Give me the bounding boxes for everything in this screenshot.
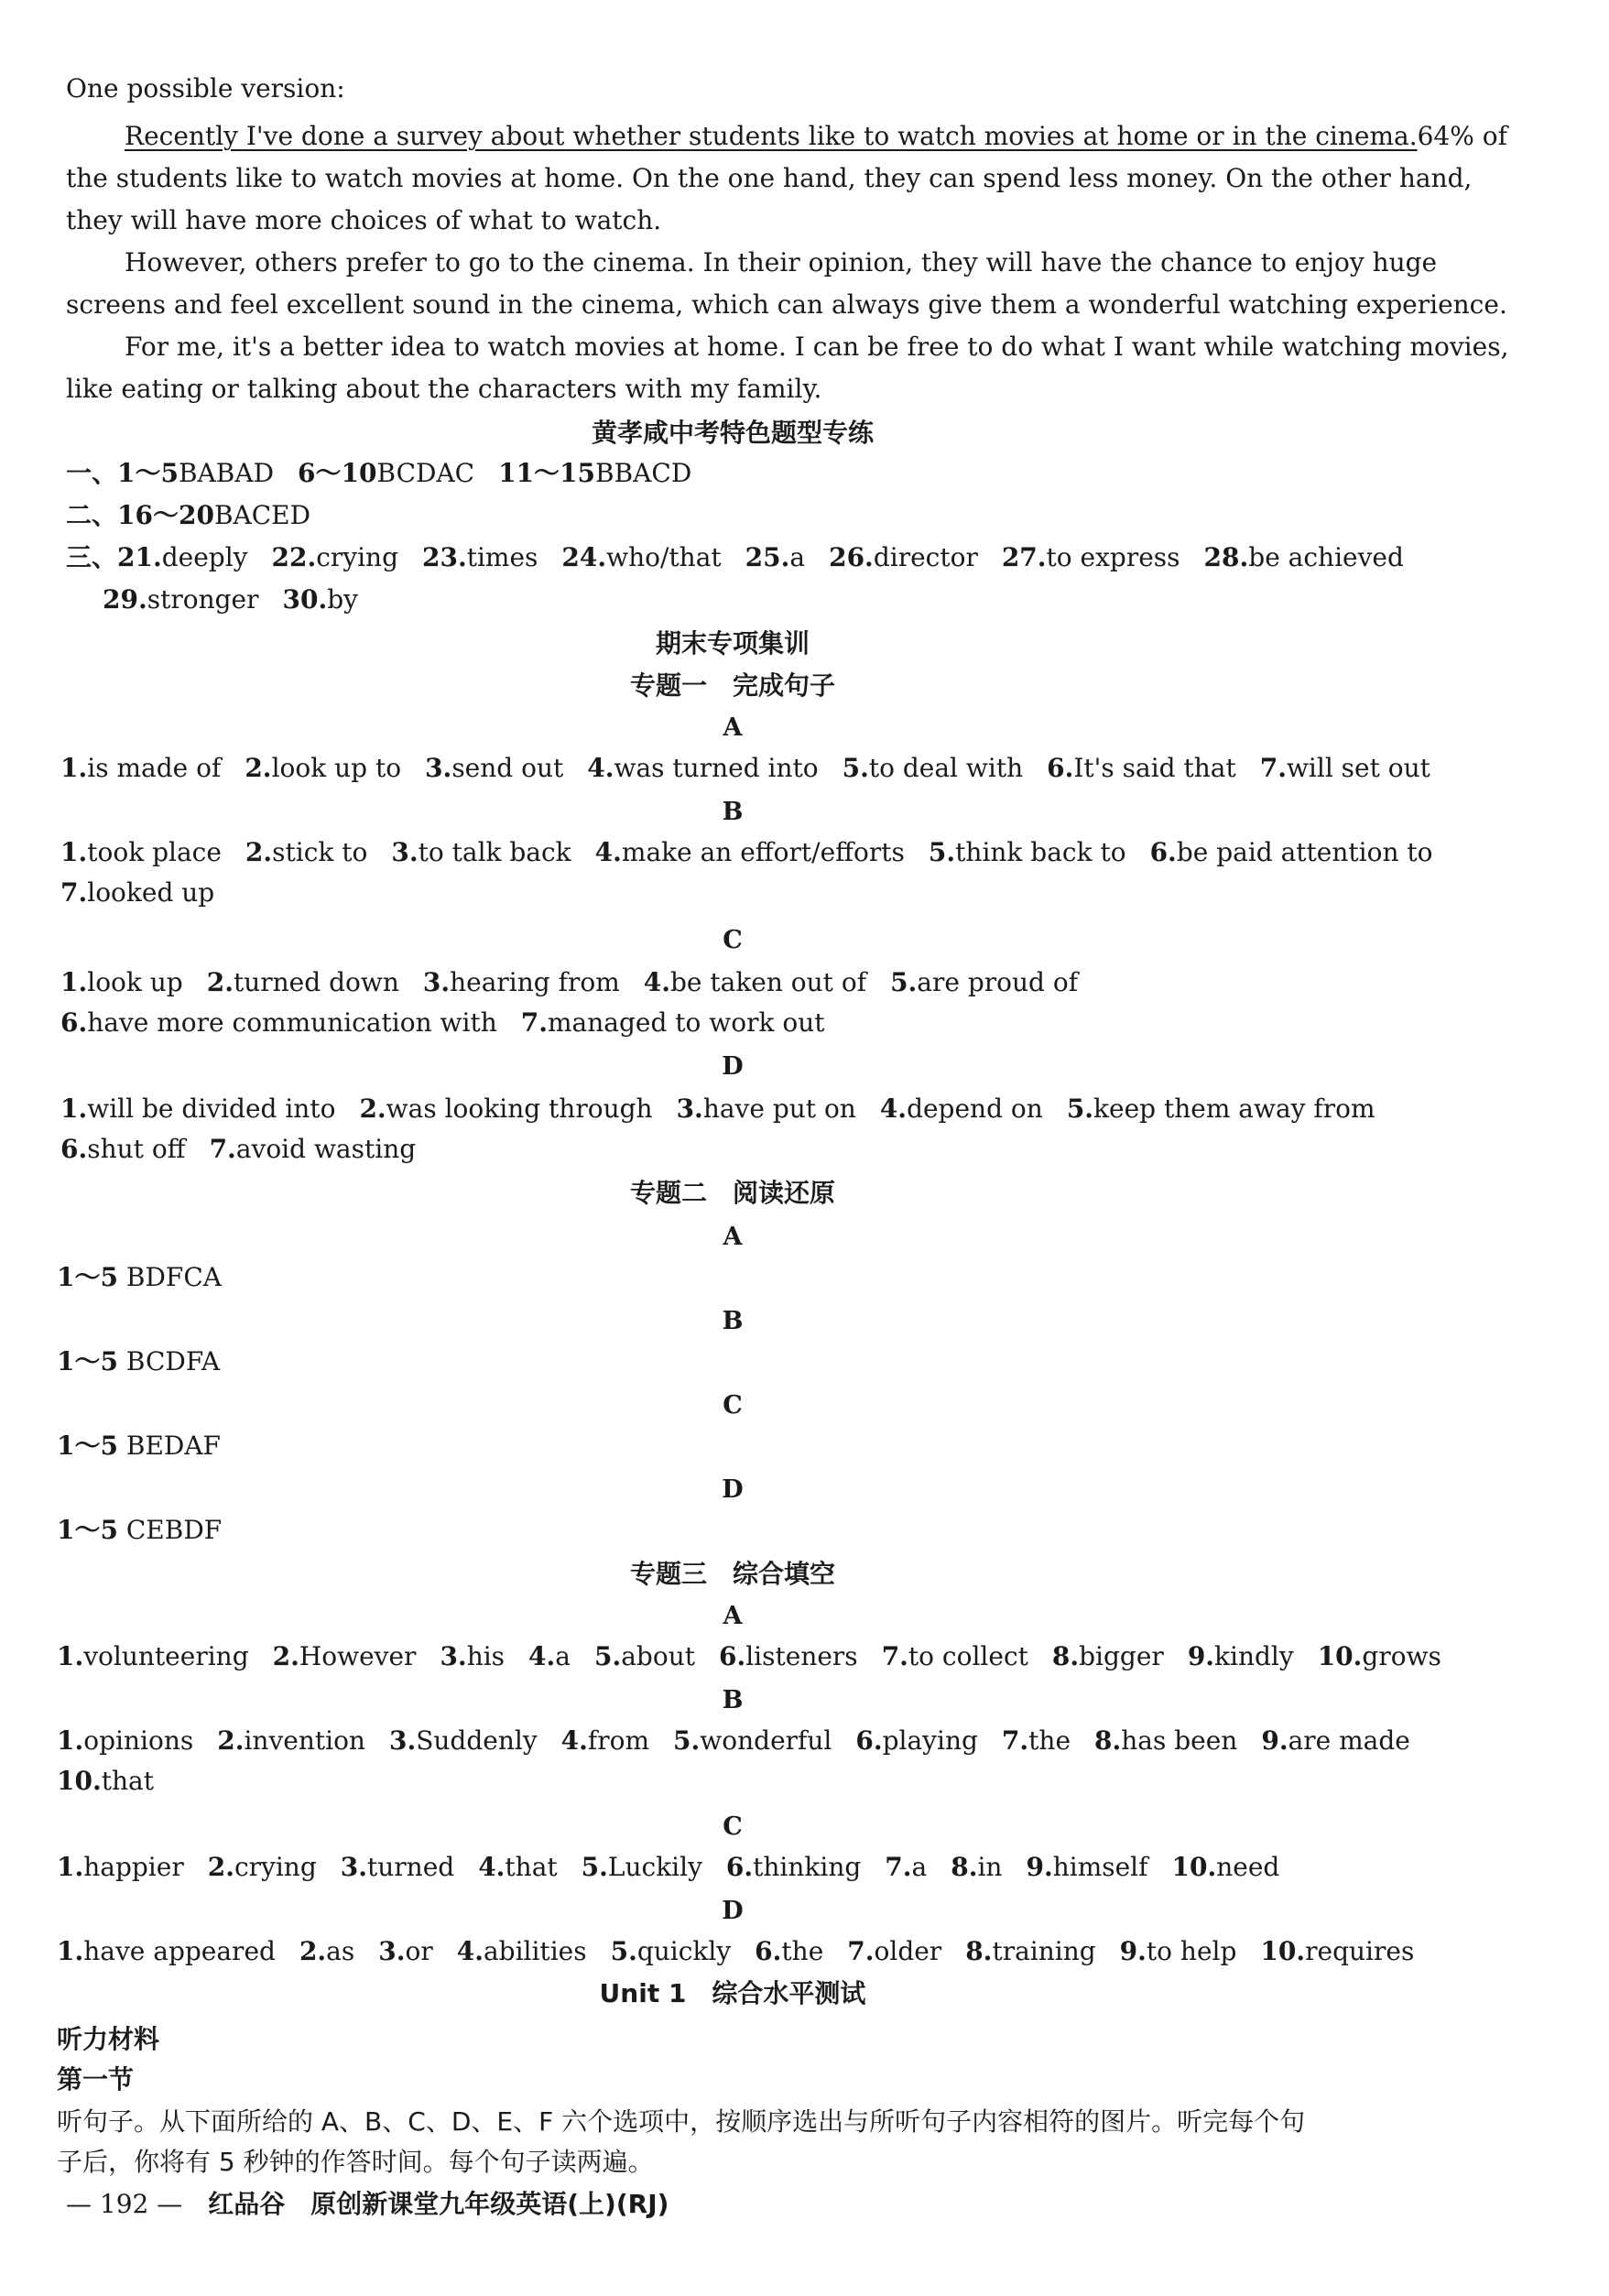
- topic2-c-label: C: [723, 1391, 743, 1420]
- topic3-a-label: A: [723, 1602, 743, 1630]
- answer-item: 7.will set out: [1259, 753, 1430, 783]
- answer-item: 9.kindly: [1187, 1641, 1294, 1671]
- answer-item: 8.has been: [1094, 1725, 1238, 1756]
- topic3-d-row1: [57, 1936, 1438, 1967]
- answer-item: 11～15BBACD: [498, 458, 692, 488]
- topic2-b-label: B: [722, 1307, 744, 1335]
- section1-row4: [103, 584, 382, 615]
- topic2-a-answer: 1～5 BDFCA: [57, 1262, 222, 1292]
- answer-item: 5.about: [593, 1641, 695, 1671]
- answer-item: 2.turned down: [206, 967, 399, 997]
- topic1-a-label: A: [723, 713, 743, 742]
- topic3-d-label: D: [722, 1897, 744, 1925]
- answer-item: 7.the: [1001, 1725, 1071, 1756]
- answer-item: 3.have put on: [676, 1094, 856, 1124]
- answer-item: 5.think back to: [928, 837, 1126, 867]
- answer-item: 4.was turned into: [587, 753, 819, 783]
- topic1-title: 专题一 完成句子: [629, 670, 835, 701]
- answer-item: 7.a: [885, 1852, 928, 1882]
- topic1-c-row2: [60, 1007, 849, 1039]
- answer-item: 7.to collect: [881, 1641, 1028, 1671]
- answer-item: 22.crying: [271, 542, 398, 572]
- answer-item: 4.from: [560, 1725, 650, 1756]
- answer-item: 23.times: [422, 542, 538, 572]
- essay-intro: One possible version:: [66, 73, 345, 103]
- answer-item: 2.However: [272, 1641, 417, 1671]
- topic3-c-label: C: [723, 1812, 743, 1841]
- answer-item: 6.thinking: [725, 1852, 862, 1882]
- answer-item: 6.shut off: [60, 1134, 186, 1164]
- answer-item: 1.have appeared: [57, 1936, 276, 1966]
- answer-item: 1.look up: [60, 967, 183, 997]
- topic1-c-row1: [60, 967, 1102, 998]
- topic3-c-row1: [57, 1852, 1303, 1883]
- section1-row2: [66, 500, 334, 531]
- topic2-b-answer: 1～5 BCDFA: [57, 1346, 221, 1377]
- topic1-b-label: B: [722, 798, 744, 826]
- answer-item: 9.to help: [1119, 1936, 1237, 1966]
- answer-item: 9.himself: [1026, 1852, 1148, 1882]
- answer-item: 4.be taken out of: [643, 967, 867, 997]
- page-number: — 192 —: [66, 2189, 183, 2219]
- answer-item: 6.It's said that: [1047, 753, 1236, 783]
- answer-item: 30.by: [282, 584, 358, 615]
- essay-p3-line2: like eating or talking about the characters with my family.: [66, 374, 822, 404]
- topic1-d-row2: [60, 1134, 440, 1165]
- answer-item: 6.have more communication with: [60, 1007, 497, 1038]
- answer-item: 28.be achieved: [1203, 542, 1404, 572]
- answer-item: 1.will be divided into: [60, 1094, 336, 1124]
- answer-item: 二、16～20BACED: [66, 500, 311, 530]
- answer-item: 3.to talk back: [391, 837, 571, 867]
- answer-item: 4.make an effort/efforts: [594, 837, 905, 867]
- answer-item: 1.opinions: [57, 1725, 194, 1756]
- essay-p1-rest: 64% of: [1417, 121, 1507, 151]
- topic1-a-row1: [60, 753, 1454, 784]
- answer-item: 8.training: [965, 1936, 1096, 1966]
- answer-item: 6.be paid attention to: [1149, 837, 1433, 867]
- answer-item: 3.Suddenly: [388, 1725, 538, 1756]
- answer-item: 2.look up to: [245, 753, 402, 783]
- answer-item: 7.avoid wasting: [209, 1134, 417, 1164]
- topic3-b-row2: [57, 1766, 178, 1797]
- answer-item: 3.send out: [425, 753, 564, 783]
- answer-item: 1.volunteering: [57, 1641, 249, 1671]
- answer-item: 3.or: [378, 1936, 433, 1966]
- page-footer: [66, 2189, 669, 2220]
- answer-item: 29.stronger: [103, 584, 259, 615]
- answer-item: 2.was looking through: [359, 1094, 653, 1124]
- instruction-line1: 听句子。从下面所给的 A、B、C、D、E、F 六个选项中，按顺序选出与所听句子内容相符的图片。听完每个句: [57, 2106, 1306, 2137]
- answer-item: 4.depend on: [879, 1094, 1043, 1124]
- answer-item: 5.wonderful: [673, 1725, 832, 1756]
- answer-item: 3.his: [440, 1641, 506, 1671]
- answer-item: 2.invention: [217, 1725, 365, 1756]
- topic2-d-label: D: [722, 1475, 744, 1504]
- answer-item: 3.turned: [340, 1852, 455, 1882]
- answer-item: 27.to express: [1001, 542, 1180, 572]
- answer-item: 6.the: [755, 1936, 824, 1966]
- section1-title: 黄孝咸中考特色题型专练: [591, 418, 874, 448]
- answer-item: 5.to deal with: [842, 753, 1024, 783]
- topic1-d-label: D: [722, 1052, 744, 1081]
- answer-item: 9.are made: [1261, 1725, 1410, 1756]
- topic2-a-label: A: [723, 1223, 743, 1251]
- answer-item: 2.as: [299, 1936, 355, 1966]
- topic1-b-row1: [60, 837, 1457, 868]
- answer-item: 6～10BCDAC: [298, 458, 475, 488]
- instruction-line2: 子后，你将有 5 秒钟的作答时间。每个句子读两遍。: [57, 2147, 654, 2177]
- answer-item: 三、21.deeply: [66, 542, 248, 572]
- essay-p1-line3: they will have more choices of what to watch.: [66, 205, 662, 235]
- essay-p2-line1: However, others prefer to go to the cinema. In their opinion, they will have the chance to enjoy huge: [125, 247, 1438, 277]
- listening-heading: 听力材料: [57, 2024, 160, 2054]
- answer-item: 10.grows: [1317, 1641, 1441, 1671]
- answer-item: 3.hearing from: [422, 967, 620, 997]
- answer-item: 4.abilities: [456, 1936, 587, 1966]
- answer-item: 1.is made of: [60, 753, 222, 783]
- topic2-c-answer: 1～5 BEDAF: [57, 1431, 221, 1461]
- essay-p1-line2: the students like to watch movies at home. On the one hand, they can spend less money. On the other hand,: [66, 163, 1473, 193]
- topic1-c-label: C: [723, 926, 743, 954]
- topic1-d-row1: [60, 1094, 1399, 1125]
- essay-p1-line1: [125, 121, 1507, 152]
- answer-item: 10.need: [1171, 1852, 1280, 1882]
- answer-item: 5.are proud of: [890, 967, 1079, 997]
- answer-item: 26.director: [829, 542, 978, 572]
- unit-title: Unit 1 综合水平测试: [599, 1978, 866, 2008]
- essay-p1-underlined: Recently I've done a survey about whether students like to watch movies at home or in the cinema.: [125, 121, 1418, 151]
- answer-item: 1.happier: [57, 1852, 184, 1882]
- answer-item: 4.a: [528, 1641, 571, 1671]
- part-heading: 第一节: [57, 2064, 135, 2095]
- answer-item: 6.playing: [855, 1725, 978, 1756]
- answer-item: 5.Luckily: [581, 1852, 702, 1882]
- section2-title: 期末专项集训: [655, 628, 810, 658]
- answer-item: 24.who/that: [561, 542, 722, 572]
- topic3-title: 专题三 综合填空: [629, 1559, 835, 1589]
- answer-item: 7.looked up: [60, 877, 215, 908]
- answer-item: 1.took place: [60, 837, 222, 867]
- answer-item: 6.listeners: [718, 1641, 858, 1671]
- book-title: 红品谷 原创新课堂九年级英语(上)(RJ): [208, 2189, 669, 2219]
- topic2-title: 专题二 阅读还原: [629, 1178, 835, 1208]
- answer-item: 4.that: [478, 1852, 558, 1882]
- answer-item: 2.crying: [207, 1852, 317, 1882]
- answer-item: 10.requires: [1260, 1936, 1415, 1966]
- section1-row3: [66, 542, 1428, 573]
- topic3-a-row1: [57, 1641, 1465, 1672]
- answer-item: 一、1～5BABAD: [66, 458, 275, 488]
- answer-item: 25.a: [745, 542, 806, 572]
- topic3-b-row1: [57, 1725, 1434, 1757]
- topic2-d-answer: 1～5 CEBDF: [57, 1515, 223, 1545]
- essay-p2-line2: screens and feel excellent sound in the cinema, which can always give them a wonderful watching experience.: [66, 289, 1507, 320]
- topic1-b-row2: [60, 877, 238, 909]
- answer-item: 5.keep them away from: [1066, 1094, 1375, 1124]
- answer-item: 8.in: [951, 1852, 1003, 1882]
- answer-item: 7.older: [847, 1936, 942, 1966]
- answer-item: 5.quickly: [610, 1936, 732, 1966]
- answer-item: 10.that: [57, 1766, 154, 1796]
- answer-item: 2.stick to: [245, 837, 368, 867]
- answer-item: 8.bigger: [1051, 1641, 1164, 1671]
- essay-p3-line1: For me, it's a better idea to watch movies at home. I can be free to do what I want while watching movies,: [125, 332, 1509, 362]
- answer-item: 7.managed to work out: [520, 1007, 825, 1038]
- section1-row1: [66, 458, 715, 489]
- topic3-b-label: B: [722, 1686, 744, 1714]
